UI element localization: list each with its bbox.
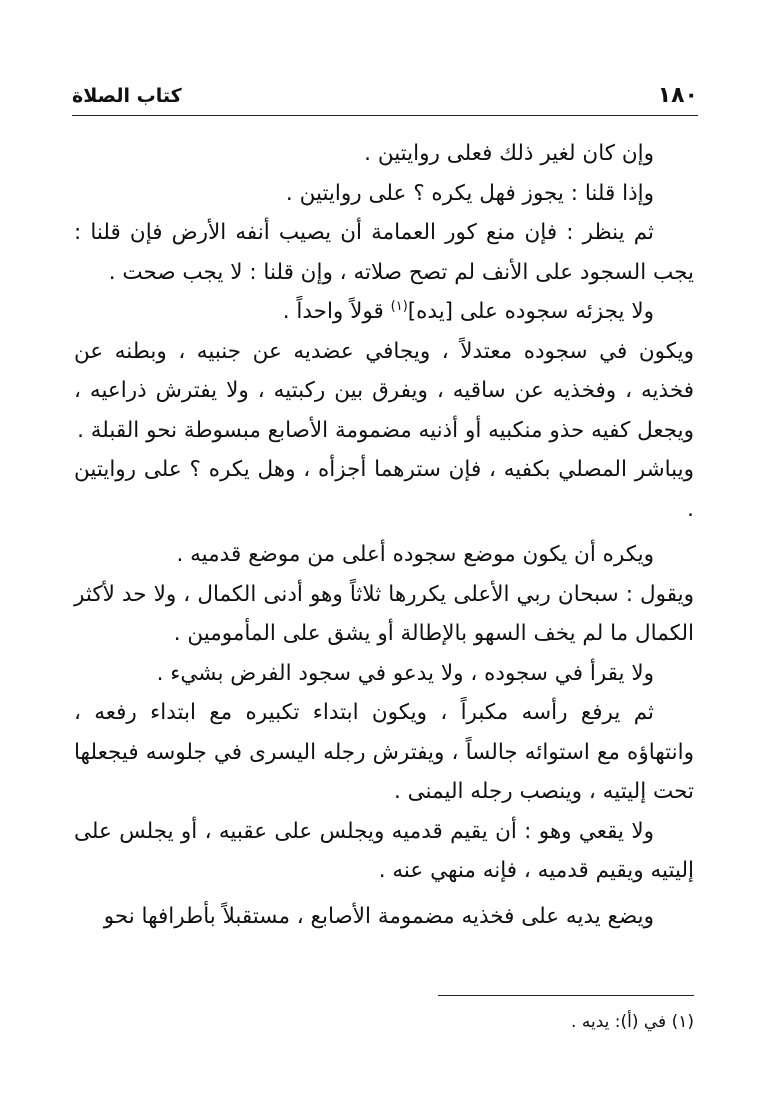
main-text xyxy=(74,134,694,936)
running-title: كتاب الصلاة xyxy=(72,85,182,107)
paragraph: ولا يقعي وهو : أن يقيم قدميه ويجلس على عقبيه ، أو يجلس على إليتيه ويقيم قدميه ، فإنه منهي عنه . xyxy=(74,818,694,883)
paragraph xyxy=(74,292,694,332)
footnote-reference: (١) xyxy=(390,298,408,314)
paragraph: ويباشر المصلي بكفيه ، فإن سترهما أجزأه ، وهل يكره ؟ على روايتين . xyxy=(74,457,694,522)
paragraph: ويقول : سبحان ربي الأعلى يكررها ثلاثاً وهو أدنى الكمال ، ولا حد لأكثر الكمال ما لم يخف السهو بالإطالة أو يشق على المأمومين . xyxy=(74,581,694,646)
page-number: ١٨٠ xyxy=(657,83,698,108)
paragraph: ويضع يديه على فخذيه مضمومة الأصابع ، مستقبلاً بأطرافها نحو xyxy=(103,903,654,929)
paragraph: ثم يرفع رأسه مكبراً ، ويكون ابتداء تكبيره مع ابتداء رفعه ، وانتهاؤه مع استوائه جالساً ، ويفترش رجله اليسرى في جلوسه فيجعلها تحت إليتيه ، وينصب رجله اليمنى . xyxy=(74,700,694,804)
footnotes xyxy=(74,1008,694,1036)
paragraph: وإن كان لغير ذلك فعلى روايتين . xyxy=(364,141,654,166)
paragraph-text: ولا يجزئه سجوده على [يده] xyxy=(407,299,654,324)
paragraph: ثم ينظر : فإن منع كور العمامة أن يصيب أنفه الأرض فإن قلنا : يجب السجود على الأنف لم تصح صلاته ، وإن قلنا : لا يجب صحت . xyxy=(74,220,694,285)
paragraph: ويكره أن يكون موضع سجوده أعلى من موضع قدميه . xyxy=(176,542,654,567)
header-rule xyxy=(72,115,698,116)
footnote-rule xyxy=(438,995,694,996)
page-header xyxy=(72,82,698,110)
paragraph: ويكون في سجوده معتدلاً ، ويجافي عضديه عن جنبيه ، وبطنه عن فخذيه ، وفخذيه عن ساقيه ، ويفرق بين ركبتيه ، ولا يفترش ذراعيه ، ويجعل كفيه حذو منكبيه أو أذنيه مضمومة الأصابع مبسوطة نحو القبلة . xyxy=(74,338,694,443)
paragraph-text: قولاً واحداً . xyxy=(282,299,391,324)
paragraph: ولا يقرأ في سجوده ، ولا يدعو في سجود الفرض بشيء . xyxy=(156,660,654,686)
footnote: (١) في (أ): يديه . xyxy=(571,1012,694,1032)
paragraph: وإذا قلنا : يجوز فهل يكره ؟ على روايتين . xyxy=(285,180,654,206)
